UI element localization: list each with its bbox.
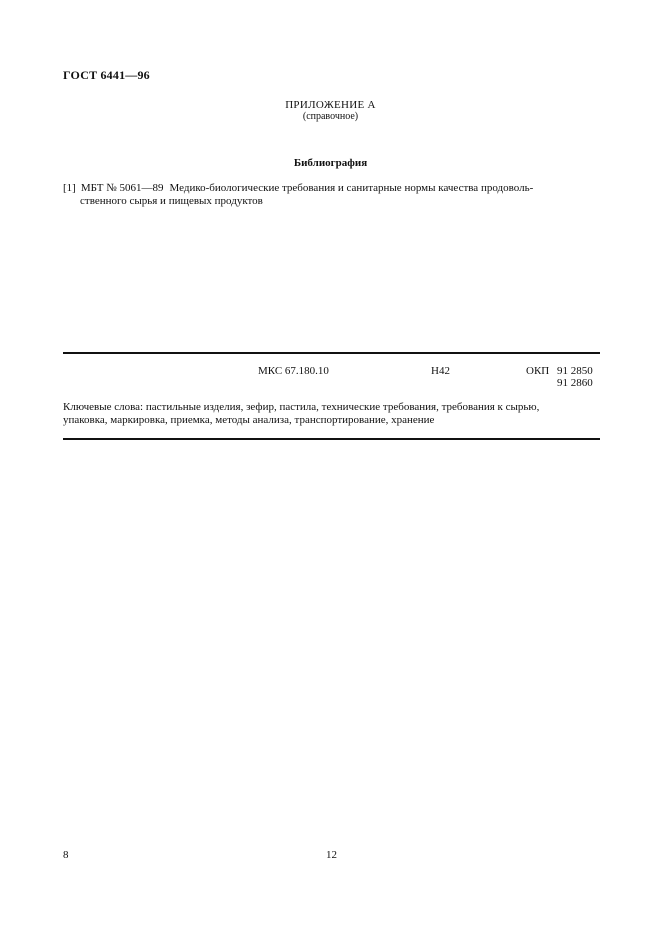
okp-label: ОКП — [526, 365, 550, 377]
bibliography-title: Библиография — [293, 157, 368, 169]
standard-code: ГОСТ 6441—96 — [63, 68, 150, 82]
keywords-line2: упаковка, маркировка, приемка, методы анализа, транспортирование, хранение — [63, 414, 435, 426]
okp-code-2: 91 2860 — [557, 377, 593, 389]
page-number-left: 8 — [63, 849, 69, 861]
reference-text-line1: Медико-биологические требования и санитарные нормы качества продоволь- — [169, 182, 534, 194]
keywords-line1: Ключевые слова: пастильные изделия, зефир, пастила, технические требования, требования к сырью, — [63, 401, 540, 413]
appendix-title: ПРИЛОЖЕНИЕ А — [285, 99, 376, 111]
reference-text-line2: ственного сырья и пищевых продуктов — [80, 195, 263, 207]
appendix-subtitle: (справочное) — [302, 111, 359, 122]
mks-code: МКС 67.180.10 — [258, 365, 329, 377]
okp-code-1: 91 2850 — [557, 365, 593, 377]
bibliography-reference — [63, 182, 603, 194]
page-number-center: 12 — [326, 849, 337, 861]
divider-bottom — [63, 438, 600, 440]
reference-code: МБТ № 5061—89 — [80, 182, 164, 194]
reference-number: [1] — [63, 182, 76, 194]
category-code: Н42 — [431, 365, 450, 377]
divider-top — [63, 352, 600, 354]
